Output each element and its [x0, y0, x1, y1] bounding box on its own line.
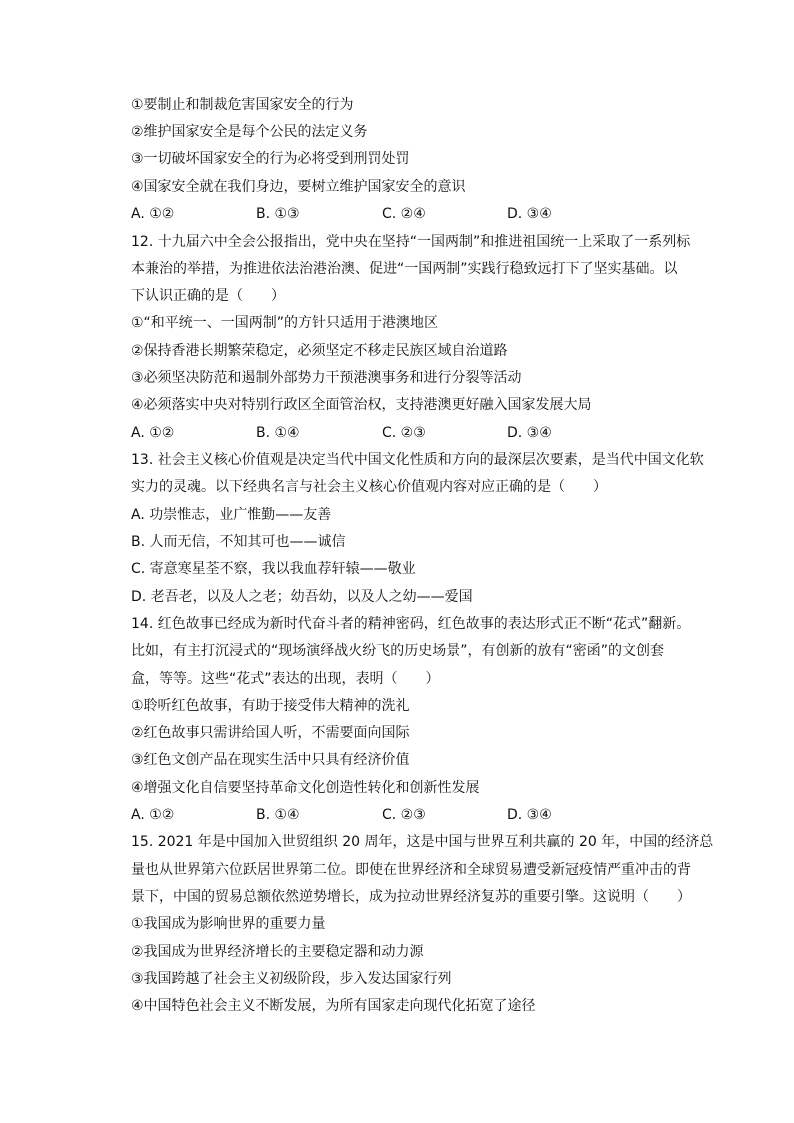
q15-stem-line-2: 量也从世界第六位跃居世界第二位。即使在世界经济和全球贸易遭受新冠疫情严重冲击的背	[131, 862, 691, 878]
q14-stem-line-3: 盒，等等。这些“花式”表达的出现，表明（ ）	[131, 671, 440, 687]
q13-choice-c[interactable]: C. 寄意寒星荃不察，我以我血荐轩辕——敬业	[131, 561, 416, 577]
q14-stem-line-2: 比如，有主打沉浸式的“现场演绎战火纷飞的历史场景”，有创新的放有“密函”的文创套	[131, 643, 665, 659]
q12-statement-1: ①“和平统一、一国两制”的方针只适用于港澳地区	[131, 315, 439, 331]
q12-option-a[interactable]: A. ①②	[131, 425, 175, 441]
q13-stem-line-1: 13. 社会主义核心价值观是决定当代中国文化性质和方向的最深层次要素，是当代中国文化软	[131, 452, 704, 468]
q11-statement-4: ④国家安全就在我们身边，要树立维护国家安全的意识	[131, 179, 466, 195]
q14-option-c[interactable]: C. ②③	[382, 807, 426, 823]
q11-statement-1: ①要制止和制裁危害国家安全的行为	[131, 97, 354, 113]
q11-option-c[interactable]: C. ②④	[382, 206, 426, 222]
q15-statement-3: ③我国跨越了社会主义初级阶段，步入发达国家行列	[131, 971, 452, 987]
q12-statement-4: ④必须落实中央对特别行政区全面管治权，支持港澳更好融入国家发展大局	[131, 397, 592, 413]
q14-statement-2: ②红色故事只需讲给国人听，不需要面向国际	[131, 725, 410, 741]
q11-statement-2: ②维护国家安全是每个公民的法定义务	[131, 124, 368, 140]
q14-option-b[interactable]: B. ①④	[256, 807, 300, 823]
q15-stem-line-3: 景下，中国的贸易总额依然逆势增长，成为拉动世界经济复苏的重要引擎。这说明（ ）	[131, 889, 691, 905]
q15-statement-2: ②我国成为世界经济增长的主要稳定器和动力源	[131, 944, 424, 960]
q12-statement-2: ②保持香港长期繁荣稳定，必须坚定不移走民族区域自治道路	[131, 343, 508, 359]
q12-option-d[interactable]: D. ③④	[507, 425, 552, 441]
q12-stem-line-3: 下认识正确的是（ ）	[131, 288, 285, 304]
q14-statement-4: ④增强文化自信要坚持革命文化创造性转化和创新性发展	[131, 780, 480, 796]
q14-statement-3: ③红色文创产品在现实生活中只具有经济价值	[131, 752, 410, 768]
q12-stem-line-2: 本兼治的举措，为推进依法治港治澳、促进“一国两制”实践行稳致远打下了坚实基础。以	[131, 261, 678, 277]
q11-statement-3: ③一切破坏国家安全的行为必将受到刑罚处罚	[131, 151, 410, 167]
q14-option-a[interactable]: A. ①②	[131, 807, 175, 823]
q14-option-d[interactable]: D. ③④	[507, 807, 552, 823]
q11-option-b[interactable]: B. ①③	[256, 206, 300, 222]
q11-option-d[interactable]: D. ③④	[507, 206, 552, 222]
q12-statement-3: ③必须坚决防范和遏制外部势力干预港澳事务和进行分裂等活动	[131, 370, 522, 386]
q14-stem-line-1: 14. 红色故事已经成为新时代奋斗者的精神密码，红色故事的表达形式正不断“花式”翻新。	[131, 616, 691, 632]
q14-statement-1: ①聆听红色故事，有助于接受伟大精神的洗礼	[131, 698, 410, 714]
q12-option-c[interactable]: C. ②③	[382, 425, 426, 441]
q13-stem-line-2: 实力的灵魂。以下经典名言与社会主义核心价值观内容对应正确的是（ ）	[131, 479, 607, 495]
q13-choice-d[interactable]: D. 老吾老，以及人之老；幼吾幼，以及人之幼——爱国	[131, 589, 473, 605]
q15-statement-1: ①我国成为影响世界的重要力量	[131, 916, 326, 932]
q12-stem-line-1: 12. 十九届六中全会公报指出，党中央在坚持“一国两制”和推进祖国统一上采取了一系列标	[131, 234, 691, 250]
q13-choice-b[interactable]: B. 人而无信，不知其可也——诚信	[131, 534, 346, 550]
q13-choice-a[interactable]: A. 功崇惟志，业广惟勤——友善	[131, 507, 332, 523]
q15-statement-4: ④中国特色社会主义不断发展，为所有国家走向现代化拓宽了途径	[131, 998, 536, 1014]
q15-stem-line-1: 15. 2021 年是中国加入世贸组织 20 周年，这是中国与世界互利共赢的 20 年，中国的经济总	[131, 834, 714, 850]
q11-option-a[interactable]: A. ①②	[131, 206, 175, 222]
q12-option-b[interactable]: B. ①④	[256, 425, 300, 441]
